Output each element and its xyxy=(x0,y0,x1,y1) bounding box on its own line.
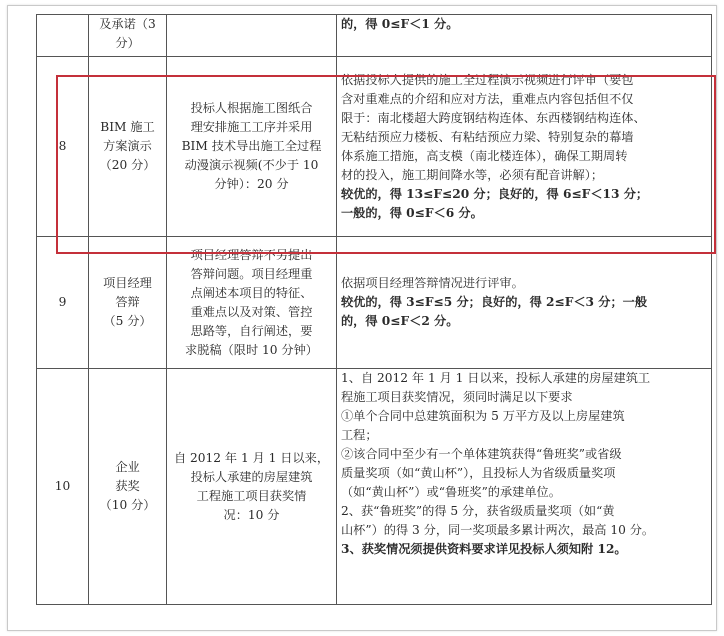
text-line: 工程施工项目获奖情 xyxy=(196,488,307,503)
text-line: （10 分） xyxy=(99,498,156,512)
text-line: 点阐述本项目的特征、 xyxy=(190,285,313,300)
text-line: 企业 xyxy=(115,460,140,474)
row-number: 8 xyxy=(37,57,89,237)
text-line: 自 2012 年 1 月 1 日以来， xyxy=(173,450,330,465)
scoring-table xyxy=(36,14,712,605)
text-line: 的，得 0≤F＜1 分。 xyxy=(341,17,459,31)
text-line: 动漫演示视频(不少于 10 xyxy=(184,158,319,172)
score-content xyxy=(167,57,337,237)
score-standard xyxy=(337,57,712,237)
score-item xyxy=(89,237,167,369)
score-standard xyxy=(337,369,712,605)
text-line: 及承诺（3 xyxy=(99,17,156,31)
document-frame xyxy=(7,5,717,631)
score-standard xyxy=(337,237,712,369)
text-line: 材的投入，施工期间降水等，必须有配音讲解）； xyxy=(341,167,604,182)
text-line: 1、自 2012 年 1 月 1 日以来，投标人承建的房屋建筑工 xyxy=(341,371,651,385)
text-line: 理安排施工工序并采用 xyxy=(190,120,313,134)
score-content xyxy=(167,237,337,369)
text-line: 2、获“鲁班奖”的得 5 分，获省级质量奖项（如“黄 xyxy=(341,504,615,518)
table-row xyxy=(37,369,712,605)
score-content xyxy=(167,15,337,57)
text-line: 含对重难点的介绍和应对方法，重难点内容包括但不仅 xyxy=(341,91,634,106)
text-line: 质量奖项（如“黄山杯”），且投标人为省级质量奖项 xyxy=(341,466,616,480)
text-line: 依据投标人提供的施工全过程演示视频进行评审（要包 xyxy=(341,72,634,87)
row-number xyxy=(37,15,89,57)
row-number: 9 xyxy=(37,237,89,369)
text-line: （20 分） xyxy=(99,158,156,172)
table-row xyxy=(37,57,712,237)
text-line: 山杯”）的得 3 分，同一奖项最多累计两次，最高 10 分。 xyxy=(341,523,655,537)
text-line: 依据项目经理答辩情况进行评审。 xyxy=(341,276,524,290)
text-line: 项目经理答辩不另提出 xyxy=(190,247,313,262)
text-line: 投标人承建的房屋建筑 xyxy=(190,469,313,484)
text-line: 思路等，自行阐述，要 xyxy=(190,323,313,338)
text-line: 答辩 xyxy=(115,295,140,309)
text-line: 工程； xyxy=(341,428,378,442)
text-line: 较优的，得 3≤F≤5 分；良好的，得 2≤F＜3 分；一般 xyxy=(341,295,648,309)
text-line: 答辩问题。项目经理重 xyxy=(190,266,313,281)
text-line: BIM 施工 xyxy=(100,120,155,134)
text-line: ②该合同中至少有一个单体建筑获得“鲁班奖”或省级 xyxy=(341,447,622,461)
text-line: 限于：南北楼超大跨度钢结构连体、东西楼钢结构连体、 xyxy=(341,110,646,125)
text-line: 况：10 分 xyxy=(223,507,280,522)
text-line: BIM 技术导出施工全过程 xyxy=(181,139,322,153)
text-line: 的，得 0≤F＜2 分。 xyxy=(341,314,459,328)
row-number: 10 xyxy=(37,369,89,605)
text-line: 较优的，得 13≤F≤20 分；良好的，得 6≤F＜13 分； xyxy=(341,186,649,201)
text-line: 求脱稿（限时 10 分钟） xyxy=(185,342,318,357)
text-line: 获奖 xyxy=(115,479,140,493)
text-line: 重难点以及对策、管控 xyxy=(190,304,313,319)
score-item xyxy=(89,15,167,57)
score-content xyxy=(167,369,337,605)
text-line: ①单个合同中总建筑面积为 5 万平方及以上房屋建筑 xyxy=(341,409,625,423)
text-line: 一般的，得 0≤F＜6 分。 xyxy=(341,205,483,220)
score-item xyxy=(89,57,167,237)
score-standard xyxy=(337,15,712,57)
score-item xyxy=(89,369,167,605)
text-line: 分） xyxy=(115,36,140,50)
text-line: 无粘结预应力楼板、有粘结预应力梁、特别复杂的幕墙 xyxy=(341,129,634,144)
text-line: （如“黄山杯”）或“鲁班奖”的承建单位。 xyxy=(341,485,561,499)
table-row xyxy=(37,237,712,369)
text-line: 投标人根据施工图纸合 xyxy=(190,101,313,115)
text-line: （5 分） xyxy=(103,314,152,328)
text-line: 方案演示 xyxy=(103,139,152,153)
text-line: 体系施工措施，高支模（南北楼连体），确保工期周转 xyxy=(341,148,628,163)
text-line: 程施工项目获奖情况，须同时满足以下要求 xyxy=(341,390,573,404)
text-line: 3、获奖情况须提供资料要求详见投标人须知附 12。 xyxy=(341,542,627,556)
table-row xyxy=(37,15,712,57)
text-line: 项目经理 xyxy=(103,276,152,290)
text-line: 分钟）：20 分 xyxy=(214,177,289,191)
